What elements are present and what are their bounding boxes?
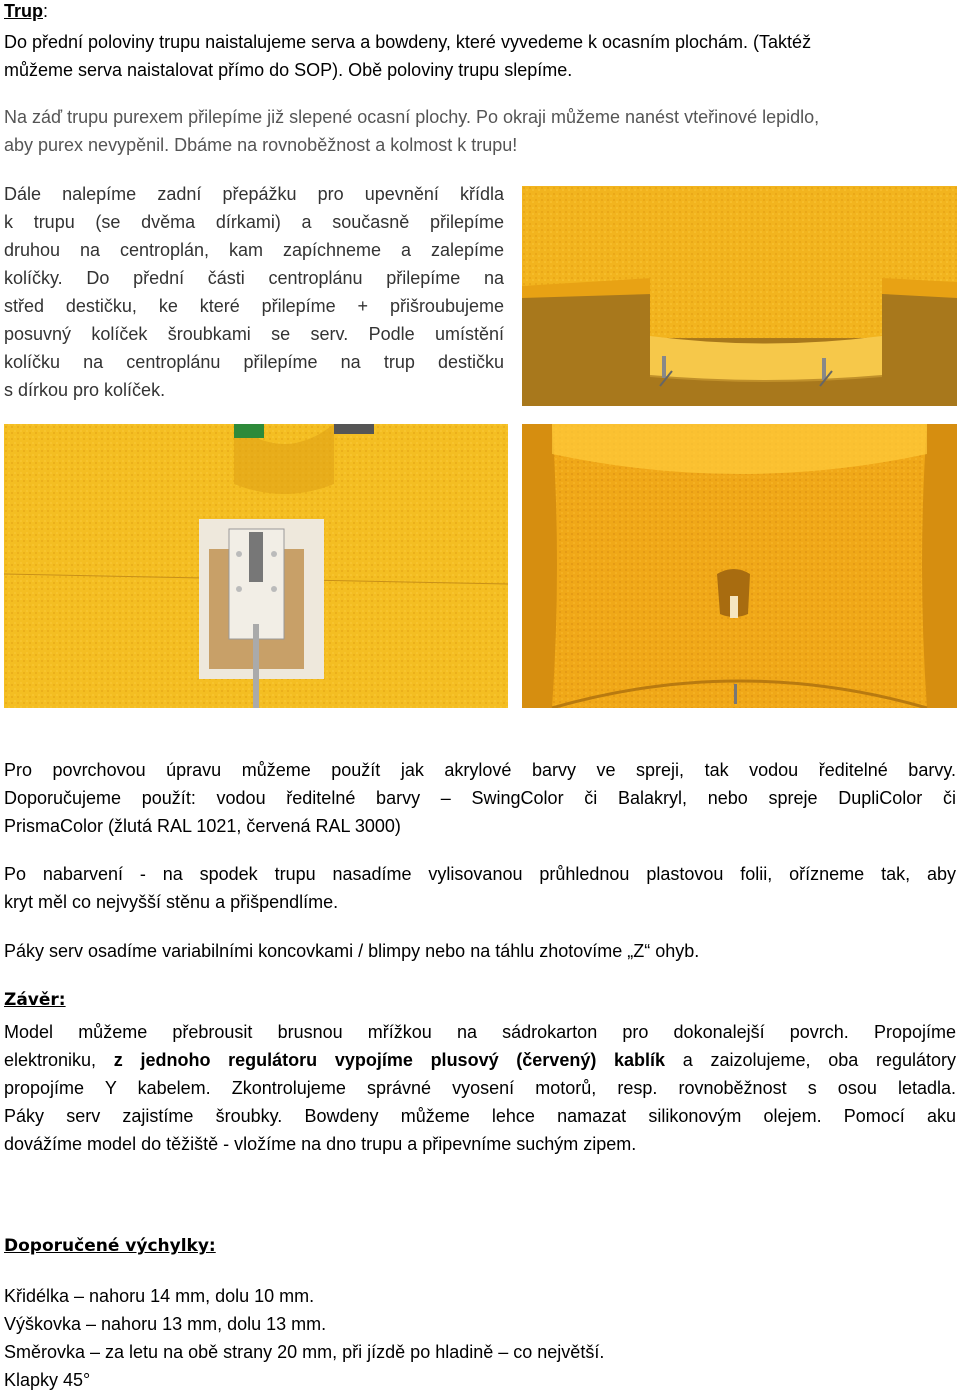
zaver-line5: dovážíme model do těžiště - vložíme na dno trupu a připevníme suchým zipem.	[4, 1134, 637, 1154]
trup-p3	[4, 180, 504, 404]
photo-rear-bulkhead	[522, 186, 957, 406]
vychylky-item-smerovka: Směrovka – za letu na obě strany 20 mm, při jízdě po hladině – co největší.	[4, 1342, 605, 1362]
zaver-line1: Model můžeme přebrousit brusnou mřížkou na sádrokarton pro dokonalejší povrch. Propojíme	[4, 1022, 956, 1042]
trup-p1-line2: můžeme serva naistalovat přímo do SOP). Obě poloviny trupu slepíme.	[4, 60, 573, 80]
vychylky-item-vyskovka: Výškovka – nahoru 13 mm, dolu 13 mm.	[4, 1314, 327, 1334]
trup-heading-line	[4, 0, 48, 25]
paint-p2-line2: kryt měl co nejvyšší stěnu a přišpendlíme.	[4, 892, 339, 912]
trup-p3-l7: s dírkou pro kolíček.	[4, 380, 166, 400]
trup-p3-l2: druhou na centroplán, kam zapíchneme a zalepíme	[4, 240, 504, 260]
trup-heading-colon: :	[43, 1, 49, 21]
trup-heading: Trup	[4, 1, 43, 21]
zaver-line2-a: elektroniku,	[4, 1050, 114, 1070]
zaver-heading-wrap	[4, 986, 66, 1014]
photo-fuselage-slot	[522, 424, 957, 708]
trup-p3-l0: Dále nalepíme zadní přepážku pro upevnění křídla	[4, 184, 504, 204]
trup-p3-l4: střed destičku, ke které přilepíme + přišroubujeme	[4, 296, 504, 316]
paint-p1-line1: Pro povrchovou úpravu můžeme použít jak akrylové barvy ve spreji, tak vodou ředitelné barvy.	[4, 760, 956, 780]
trup-p3-l1: k trupu (se dvěma dírkami) a současně přilepíme	[4, 212, 504, 232]
trup-p3-l3: kolíčky. Do přední části centroplánu přilepíme na	[4, 268, 504, 288]
vychylky-heading-wrap	[4, 1232, 216, 1260]
trup-p2-line2: aby purex nevypěnil. Dbáme na rovnoběžnost a kolmost k trupu!	[4, 135, 518, 155]
zaver-line2-bold: z jednoho regulátoru vypojíme plusový (červený) kablík	[113, 1050, 666, 1070]
zaver-line2	[4, 1046, 956, 1074]
paint-p1-line3: PrismaColor (žlutá RAL 1021, červená RAL 3000)	[4, 816, 401, 836]
paint-p1-line2: Doporučujeme použít: vodou ředitelné barvy – SwingColor či Balakryl, nebo spreje DupliColor či	[4, 788, 956, 808]
vychylky-heading: Doporučené výchylky:	[4, 1236, 216, 1256]
paint-p2-line1: Po nabarvení - na spodek trupu nasadíme vylisovanou průhlednou plastovou folii, ořízneme tak, aby	[4, 864, 956, 884]
photo-wing-center-pin	[4, 424, 508, 708]
zaver-heading: Závěr:	[4, 990, 66, 1010]
zaver-line4: Páky serv zajistíme šroubky. Bowdeny můžeme lehce namazat silikonovým olejem. Pomocí aku	[4, 1106, 956, 1126]
trup-p1-line1: Do přední poloviny trupu naistalujeme serva a bowdeny, které vyvedeme k ocasním plochám. (Taktéž	[4, 32, 812, 52]
zaver-line2-c: a zaizolujeme, oba regulátory	[665, 1050, 956, 1070]
trup-p2-line1: Na záď trupu purexem přilepíme již slepené ocasní plochy. Po okraji můžeme nanést vteřinové lepidlo,	[4, 107, 820, 127]
vychylky-item-kridelka: Křidélka – nahoru 14 mm, dolu 10 mm.	[4, 1286, 315, 1306]
paint-p3: Páky serv osadíme variabilními koncovkami / blimpy nebo na táhlu zhotovíme „Z“ ohyb.	[4, 941, 700, 961]
vychylky-item-klapky: Klapky 45°	[4, 1370, 91, 1390]
zaver-line3: propojíme Y kabelem. Zkontrolujeme správné vyosení motorů, resp. rovnoběžnost s osou letadla.	[4, 1078, 956, 1098]
trup-p3-l5: posuvný kolíček šroubkami se serv. Podle umístění	[4, 324, 504, 344]
trup-p3-l6: kolíčku na centroplánu přilepíme na trup destičku	[4, 352, 504, 372]
